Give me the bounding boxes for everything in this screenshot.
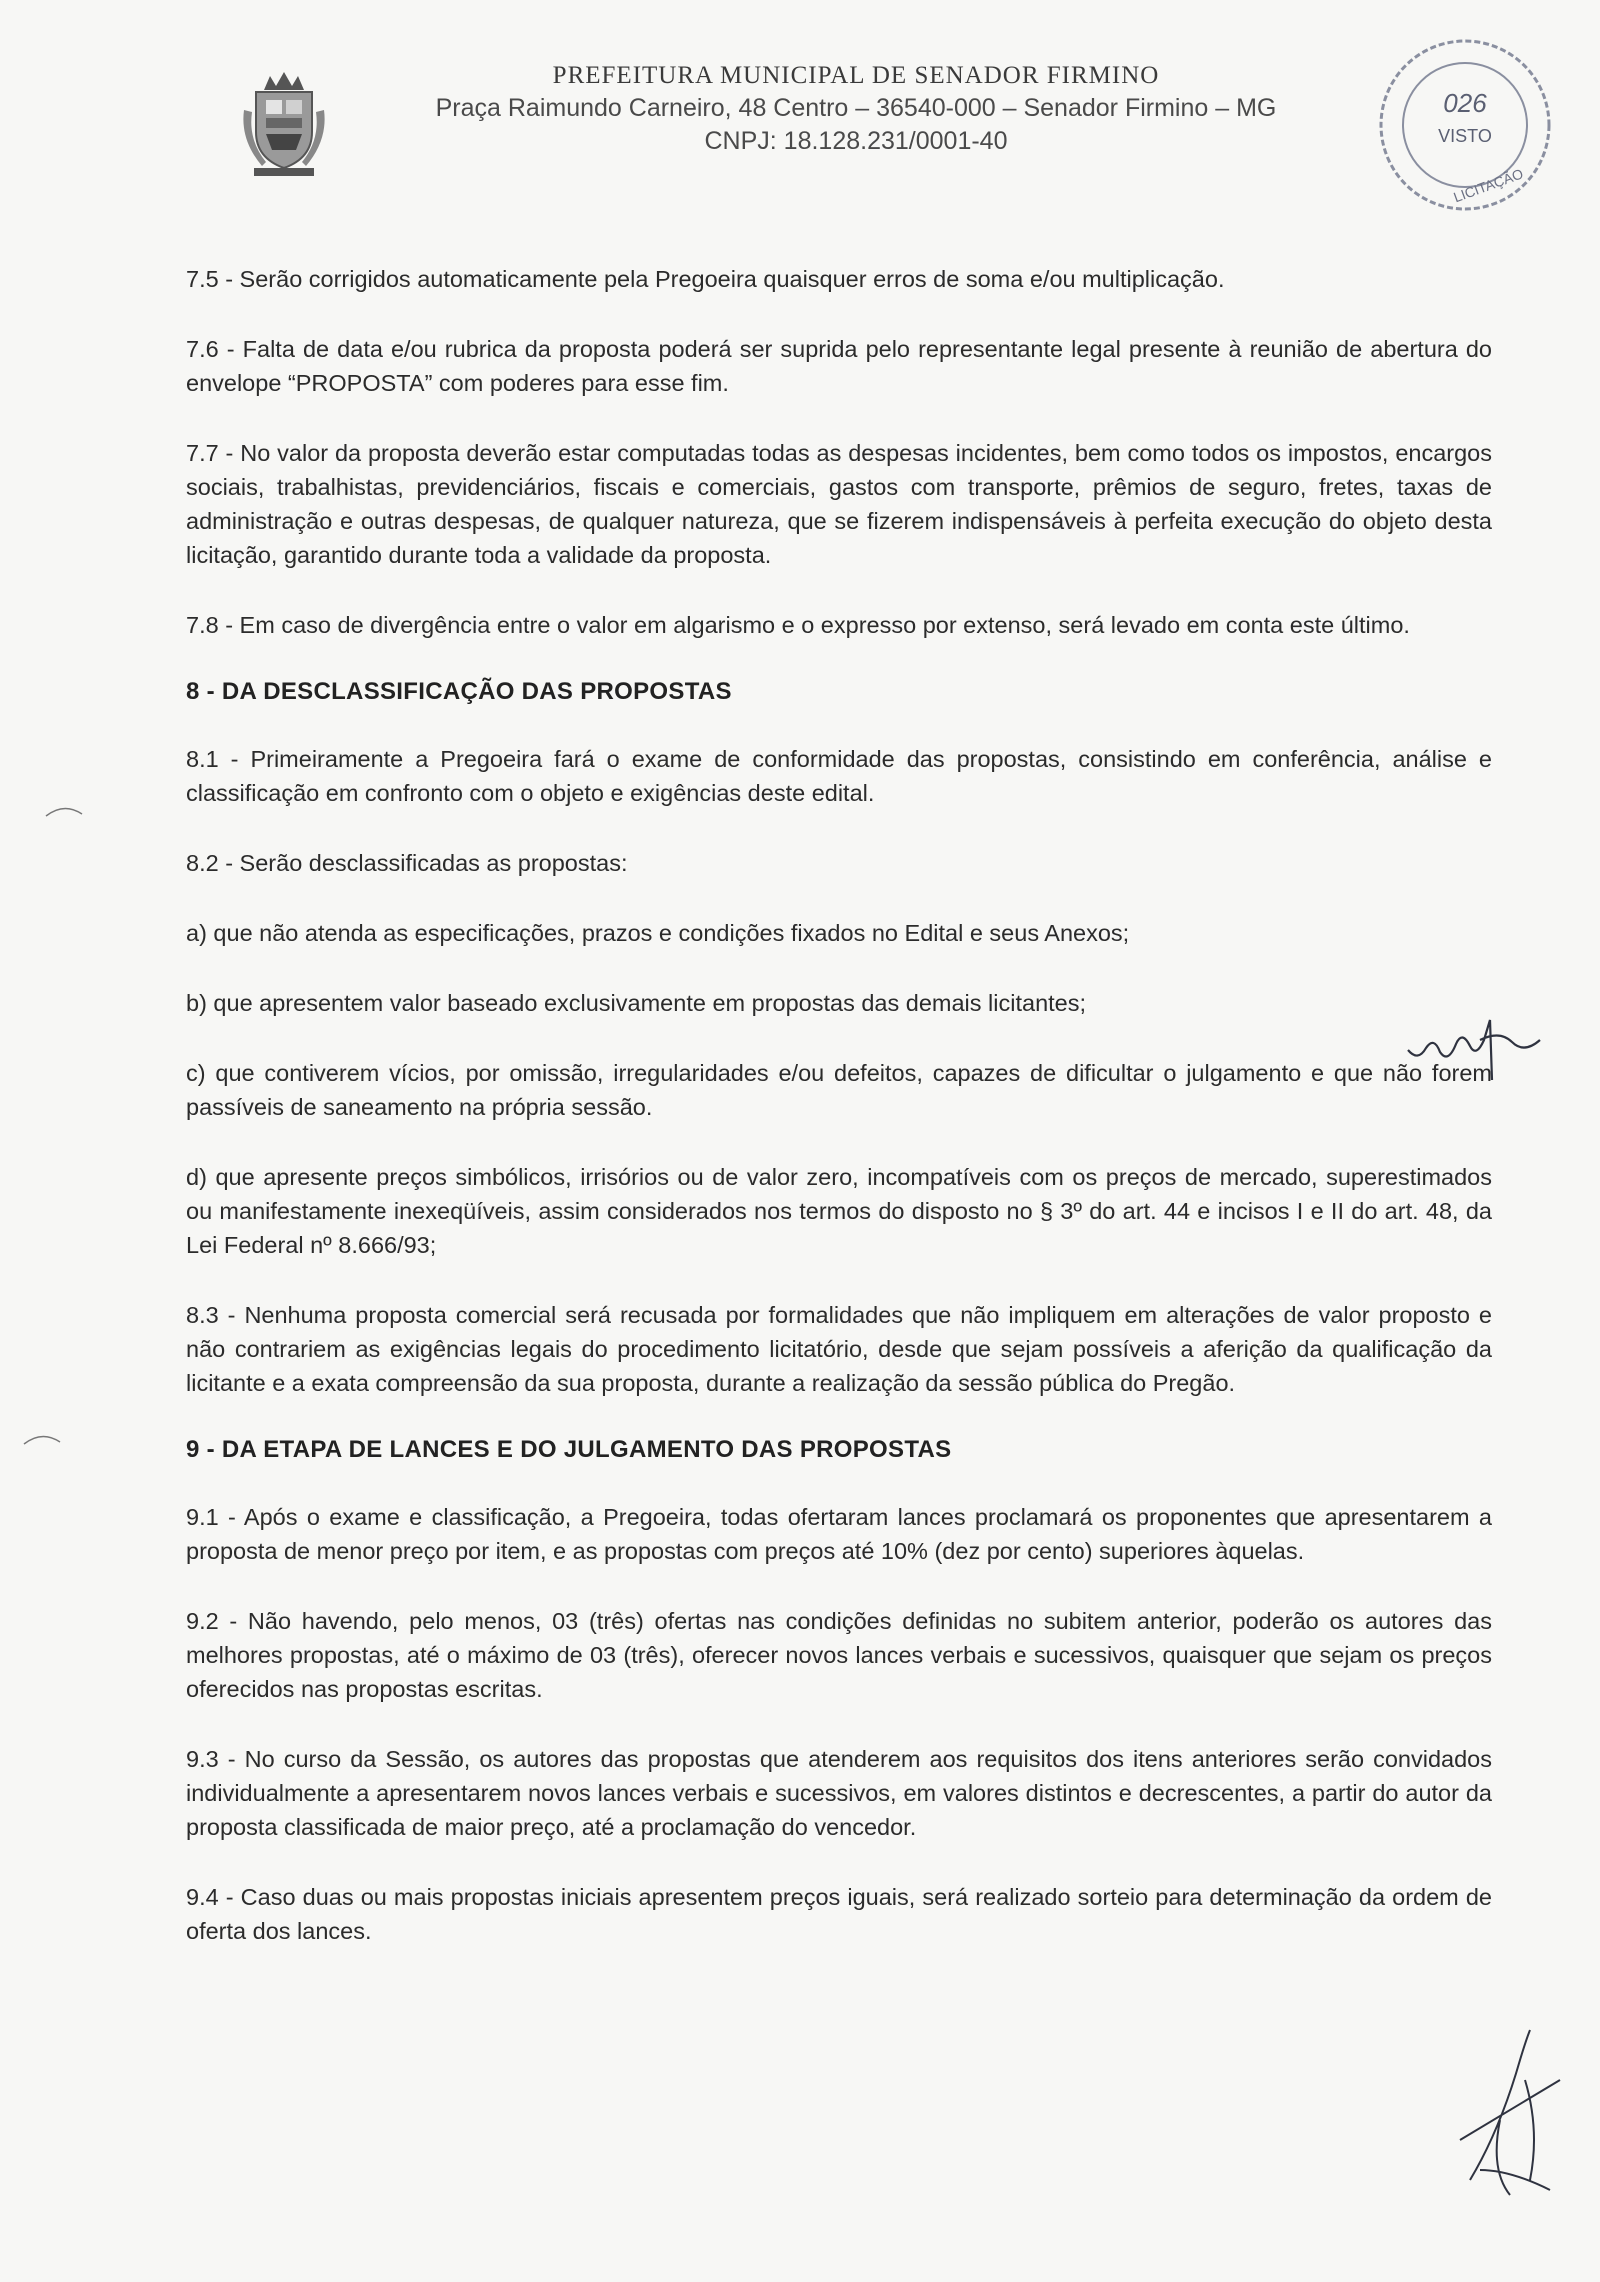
clause-paragraph: a) que não atenda as especificações, prazos e condições fixados no Edital e seus Anexos; [186, 920, 1130, 946]
clause-paragraph: b) que apresentem valor baseado exclusivamente em propostas das demais licitantes; [186, 990, 1087, 1016]
clause-paragraph: 7.6 - Falta de data e/ou rubrica da proposta poderá ser suprida pelo representante legal presente à reunião de abertura do envelope “PROPOSTA” com poderes para esse fim. [186, 336, 1492, 396]
clause-paragraph: 9.2 - Não havendo, pelo menos, 03 (três) ofertas nas condições definidas no subitem anterior, poderão os autores das melhores propostas, até o máximo de 03 (três), oferecer novos lances verbais e sucessivos, quaisquer que sejam os preços oferecidos nas propostas escritas. [186, 1608, 1492, 1702]
section-heading: 8 - DA DESCLASSIFICAÇÃO DAS PROPOSTAS [186, 678, 732, 705]
organization-cnpj: CNPJ: 18.128.231/0001-40 [704, 127, 1008, 155]
clause-paragraph: d) que apresente preços simbólicos, irrisórios ou de valor zero, incompatíveis com os preços de mercado, superestimados ou manifestamente inexeqüíveis, assim considerados nos termos do disposto no § 3º do art. 44 e incisos I e II do art. 48, da Lei Federal nº 8.666/93; [186, 1164, 1492, 1258]
clause-paragraph: 8.1 - Primeiramente a Pregoeira fará o exame de conformidade das propostas, consistindo em conferência, análise e classificação em confronto com o objeto e exigências deste edital. [186, 746, 1492, 806]
clause-paragraph: 7.7 - No valor da proposta deverão estar computadas todas as despesas incidentes, bem como todos os impostos, encargos sociais, trabalhistas, previdenciários, fiscais e comerciais, gastos com transporte, prêmios de seguro, fretes, taxas de administração e outras despesas, de qualquer natureza, que se fizerem indispensáveis à perfeita execução do objeto desta licitação, garantido durante toda a validade da proposta. [186, 440, 1492, 568]
stamp-label: VISTO [1438, 126, 1492, 146]
clause-paragraph: 7.5 - Serão corrigidos automaticamente pela Pregoeira quaisquer erros de soma e/ou multiplicação. [186, 266, 1225, 292]
stamp-ring-text: LICITAÇÃO [1451, 165, 1526, 206]
clause-paragraph: 8.2 - Serão desclassificadas as propostas: [186, 850, 628, 876]
coat-of-arms-icon [236, 70, 332, 182]
section-heading: 9 - DA ETAPA DE LANCES E DO JULGAMENTO DAS PROPOSTAS [186, 1436, 952, 1463]
margin-mark [22, 1428, 62, 1448]
margin-mark [44, 800, 84, 820]
signature-initials [1400, 1000, 1550, 1090]
stamp-number: 026 [1443, 88, 1487, 118]
document-body [186, 262, 1492, 1984]
clause-paragraph: 7.8 - Em caso de divergência entre o valor em algarismo e o expresso por extenso, será levado em conta este último. [186, 612, 1410, 638]
clause-paragraph: c) que contiverem vícios, por omissão, irregularidades e/ou defeitos, capazes de dificultar o julgamento e que não forem passíveis de saneamento na própria sessão. [186, 1060, 1492, 1120]
organization-name: PREFEITURA MUNICIPAL DE SENADOR FIRMINO [552, 62, 1160, 89]
clause-paragraph: 9.3 - No curso da Sessão, os autores das propostas que atenderem aos requisitos dos itens anteriores serão convidados individualmente a apresentarem novos lances verbais e sucessivos, em valores distintos e decrescentes, a partir do autor da proposta classificada de maior preço, até a proclamação do vencedor. [186, 1746, 1492, 1840]
letterhead [236, 62, 1366, 182]
handwritten-signature [1430, 2020, 1580, 2200]
clause-paragraph: 9.1 - Após o exame e classificação, a Pregoeira, todas ofertaram lances proclamará os proponentes que apresentarem a proposta de menor preço por item, e as propostas com preços até 10% (dez por cento) superiores àquelas. [186, 1504, 1492, 1564]
organization-address: Praça Raimundo Carneiro, 48 Centro – 36540-000 – Senador Firmino – MG [435, 94, 1277, 122]
approval-stamp [1370, 30, 1560, 220]
clause-paragraph: 9.4 - Caso duas ou mais propostas iniciais apresentem preços iguais, será realizado sorteio para determinação da ordem de oferta dos lances. [186, 1884, 1492, 1944]
clause-paragraph: 8.3 - Nenhuma proposta comercial será recusada por formalidades que não impliquem em alterações de valor proposto e não contrariem as exigências legais do procedimento licitatório, desde que sejam possíveis a aferição da qualificação da licitante e a exata compreensão da sua proposta, durante a realização da sessão pública do Pregão. [186, 1302, 1492, 1396]
